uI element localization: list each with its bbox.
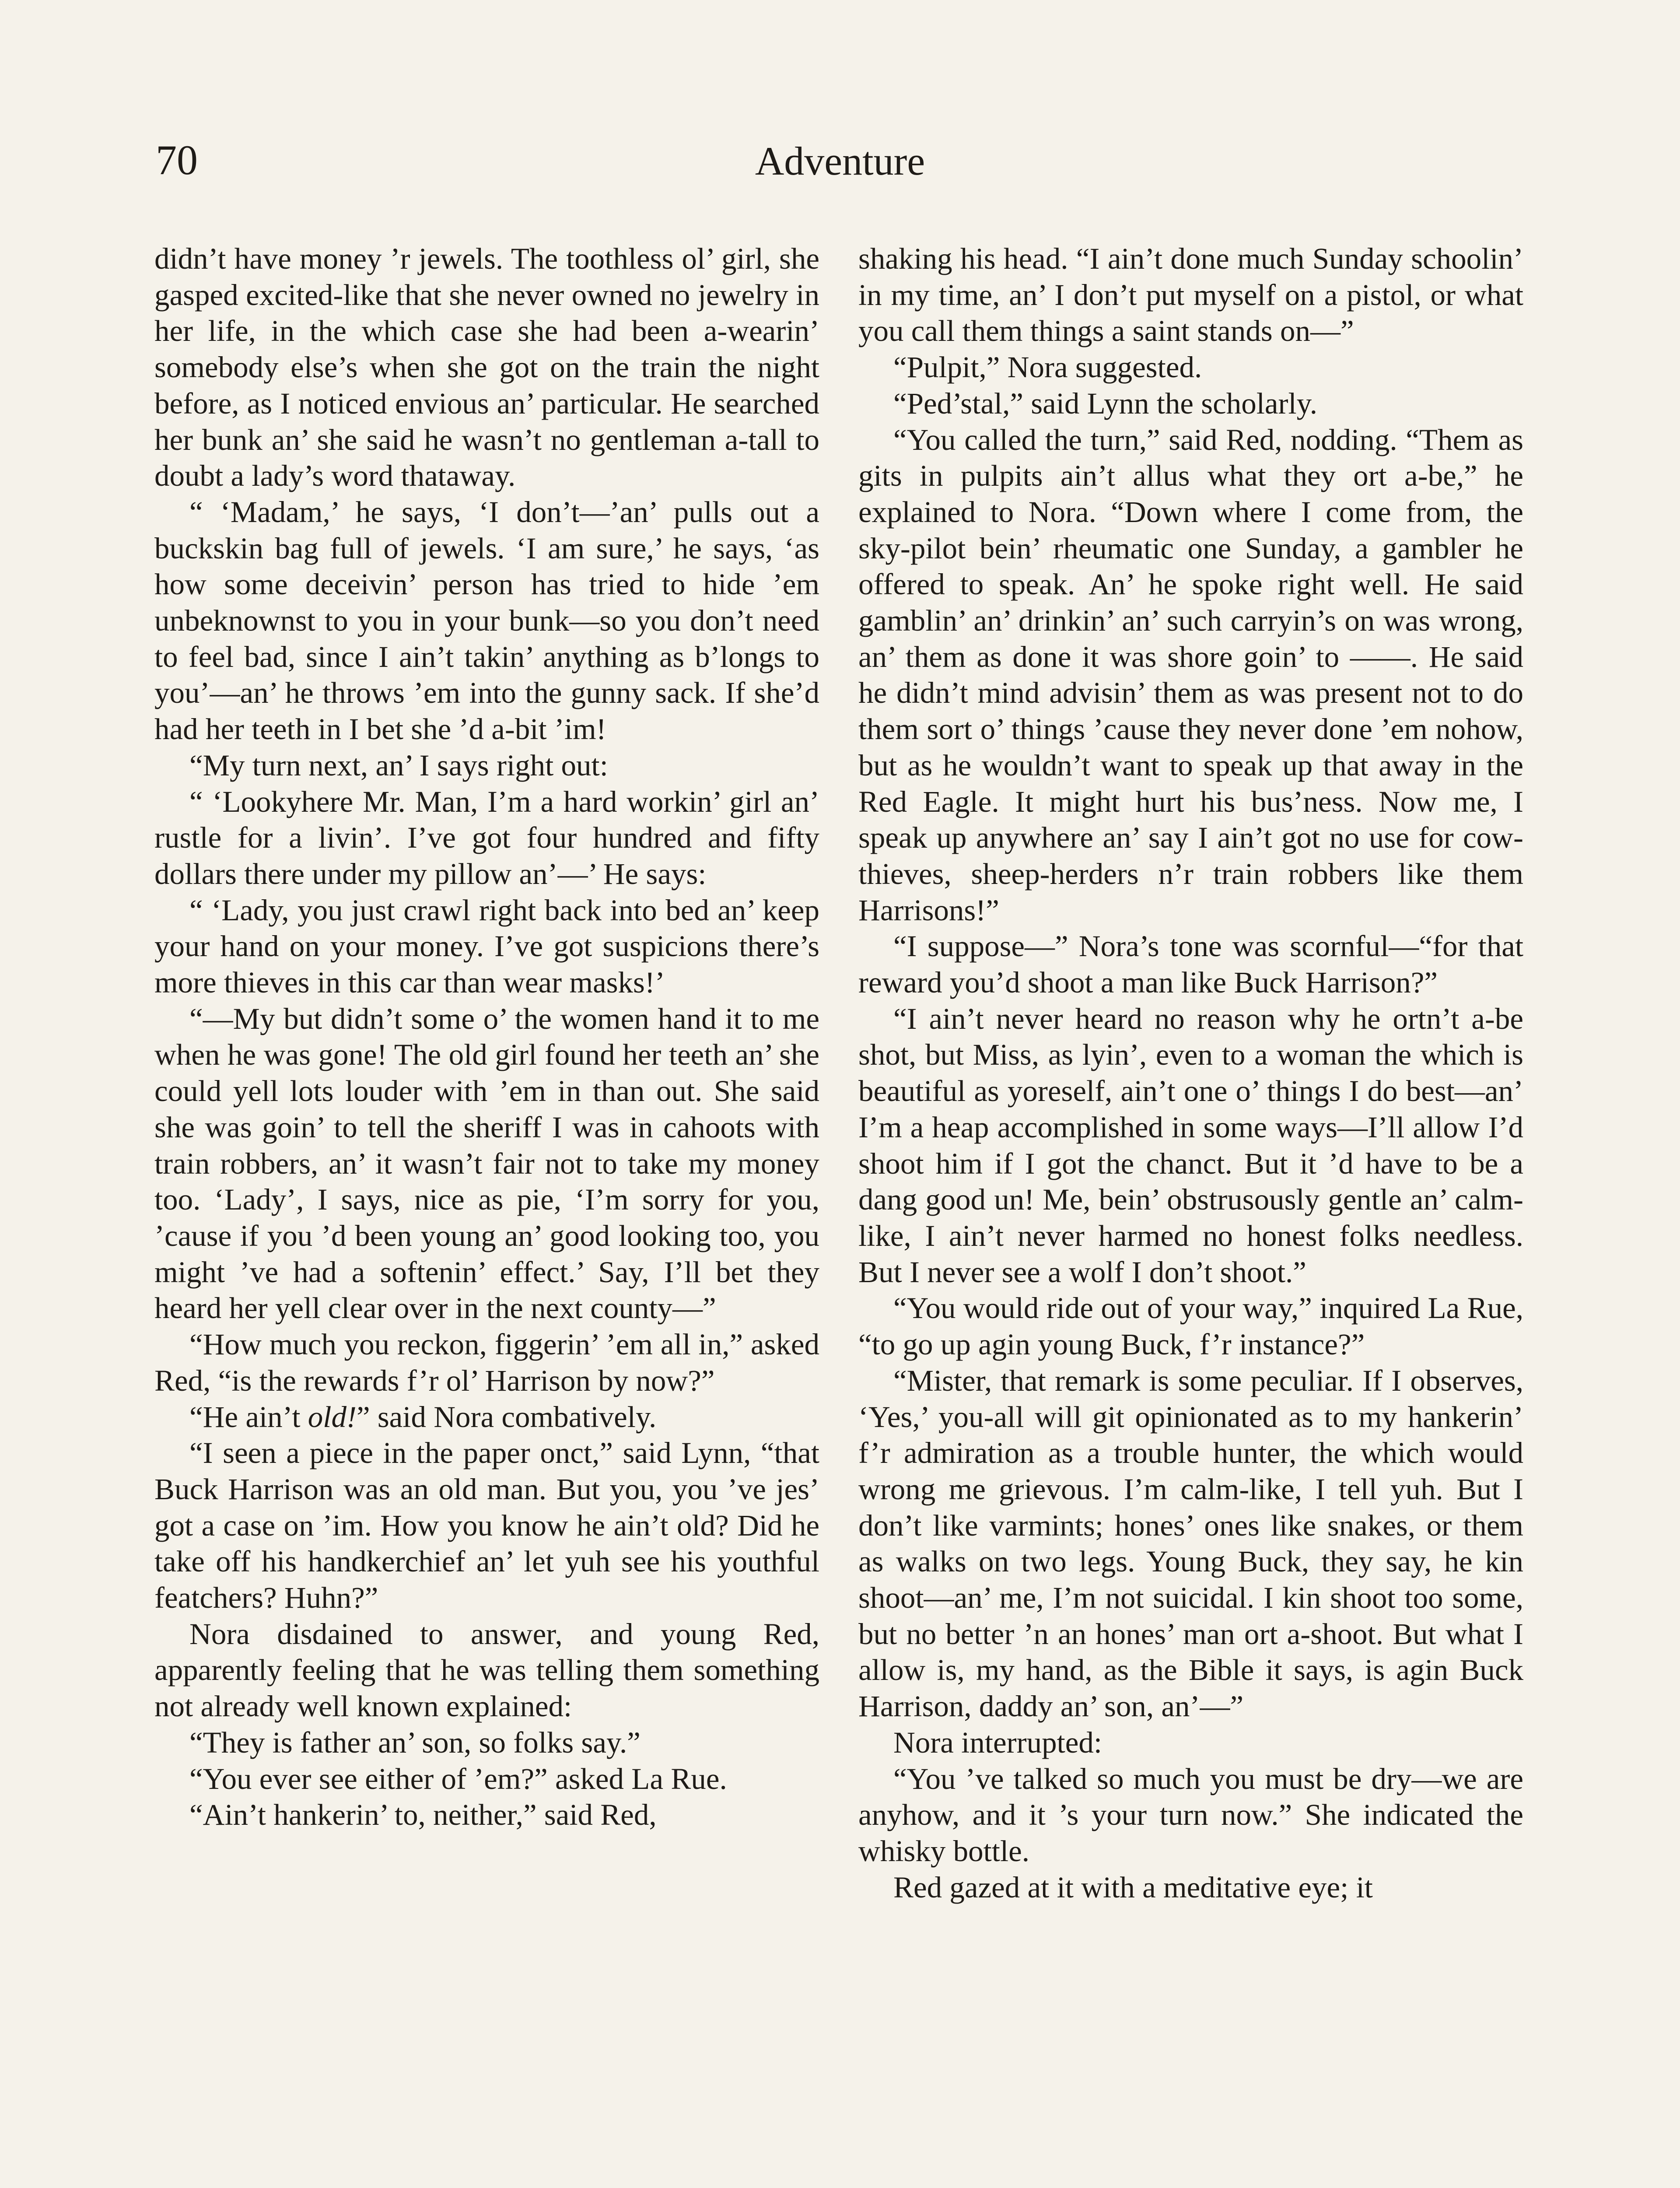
paragraph: “I seen a piece in the paper onct,” said Lynn, “that Buck Harrison was an old man. But you, you ’ve jes’ got a case on ’im. How you know he ain’t old? Did he take off his handkerchief an’ let yuh see his youthful featchers? Huhn?”	[154, 1436, 819, 1615]
paragraph: “How much you reckon, figgerin’ ’em all in,” asked Red, “is the rewards f’r ol’ Harrison by now?”	[154, 1328, 819, 1397]
paragraph: “You called the turn,” said Red, nodding. “Them as gits in pulpits ain’t allus what they ort a-be,” he explained to Nora. “Down where I come from, the sky-pilot bein’ rheumatic one Sunday, a gambler he offered to speak. An’ he spoke right well. He said gamblin’ an’ drinkin’ an’ such carryin’s on was wrong, an’ them as done it was shore goin’ to ——. He said he didn’t mind advisin’ them as was present not to do them sort o’ things ’cause they never done ’em nohow, but as he wouldn’t want to speak up that away in the Red Eagle. It might hurt his bus’ness. Now me, I speak up anywhere an’ say I ain’t got no use for cow-thieves, sheep-herders n’r train robbers like them Harrisons!”	[858, 423, 1523, 927]
paragraph: “You would ride out of your way,” inquired La Rue, “to go up agin young Buck, f’r instance?”	[858, 1291, 1523, 1361]
paragraph: “—My but didn’t some o’ the women hand it to me when he was gone! The old girl found her teeth an’ she could yell lots louder with ’em in than out. She said she was goin’ to tell the sheriff I was in cahoots with train robbers, an’ it wasn’t fair not to take my money too. ‘Lady’, I says, nice as pie, ‘I’m sorry for you, ’cause if you ’d been young an’ good looking too, you might ’ve had a softenin’ effect.’ Say, I’ll bet they heard her yell clear over in the next county—”	[154, 1002, 819, 1325]
paragraph: Nora interrupted:	[893, 1725, 1102, 1759]
paragraph: “You ’ve talked so much you must be dry—we are anyhow, and it ’s your turn now.” She indicated the whisky bottle.	[858, 1762, 1523, 1868]
paragraph: “Pulpit,” Nora suggested.	[893, 351, 1202, 384]
paragraph: shaking his head. “I ain’t done much Sunday schoolin’ in my time, an’ I don’t put myself on a pistol, or what you call them things a saint stands on—”	[858, 242, 1523, 348]
paragraph: “I ain’t never heard no reason why he ortn’t a-be shot, but Miss, as lyin’, even to a woman the which is beautiful as yoreself, ain’t one o’ things I do best—an’ I’m a heap accomplished in some ways—I’ll allow I’d shoot him if I got the chanct. But it ’d have to be a dang good un! Me, bein’ obstrusously gentle an’ calm-like, I ain’t never harmed no honest folks needless. But I never see a wolf I don’t shoot.”	[858, 1002, 1523, 1289]
paragraph: “He ain’t old!” said Nora combatively.	[189, 1400, 657, 1434]
paragraph: didn’t have money ’r jewels. The toothless ol’ girl, she gasped excited-like that she never owned no jewelry in her life, in the which case she had been a-wearin’ somebody else’s when she got on the train the night before, as I noticed envious an’ particular. He searched her bunk an’ she said he wasn’t no gentleman a-tall to doubt a lady’s word thataway.	[154, 242, 819, 493]
paragraph: Red gazed at it with a meditative eye; it	[893, 1870, 1373, 1904]
paragraph: Nora disdained to answer, and young Red, apparently feeling that he was telling them something not already well known explained:	[154, 1617, 819, 1723]
paragraph: “You ever see either of ’em?” asked La Rue.	[189, 1762, 727, 1795]
page-number: 70	[156, 137, 198, 183]
paragraph: “Ain’t hankerin’ to, neither,” said Red,	[189, 1798, 657, 1832]
paragraph: “I suppose—” Nora’s tone was scornful—“for that reward you’d shoot a man like Buck Harrison?”	[858, 929, 1523, 999]
page-header-title: Adventure	[755, 139, 925, 183]
paragraph: “ ‘Lady, you just crawl right back into bed an’ keep your hand on your money. I’ve got suspicions there’s more thieves in this car than wear masks!’	[154, 893, 819, 999]
left-column	[154, 241, 819, 1833]
paragraph: “They is father an’ son, so folks say.”	[189, 1725, 640, 1759]
paragraph: “Mister, that remark is some peculiar. If I observes, ‘Yes,’ you-all will git opinionated as to my hankerin’ f’r admiration as a trouble hunter, the which would wrong me grievous. I’m calm-like, I tell yuh. But I don’t like varmints; hones’ ones like snakes, or them as walks on two legs. Young Buck, they say, he kin shoot—an’ me, I’m not suicidal. I kin shoot too some, but no better ’n an hones’ man ort a-shoot. But what I allow is, my hand, as the Bible it says, is agin Buck Harrison, daddy an’ son, an’—”	[858, 1364, 1523, 1723]
emphasis: old!	[308, 1400, 357, 1434]
paragraph: “Ped’stal,” said Lynn the scholarly.	[893, 386, 1317, 420]
right-column	[858, 241, 1523, 1905]
paragraph: “ ‘Madam,’ he says, ‘I don’t—’an’ pulls out a buckskin bag full of jewels. ‘I am sure,’ he says, ‘as how some deceivin’ person has tried to hide ’em unbeknownst to you in your bunk—so you don’t need to feel bad, since I ain’t takin’ anything as b’longs to you’—an’ he throws ’em into the gunny sack. If she’d had her teeth in I bet she ’d a-bit ’im!	[154, 495, 819, 746]
paragraph: “ ‘Lookyhere Mr. Man, I’m a hard workin’ girl an’ rustle for a livin’. I’ve got four hundred and fifty dollars there under my pillow an’—’ He says:	[154, 785, 819, 891]
paragraph: “My turn next, an’ I says right out:	[189, 748, 608, 782]
